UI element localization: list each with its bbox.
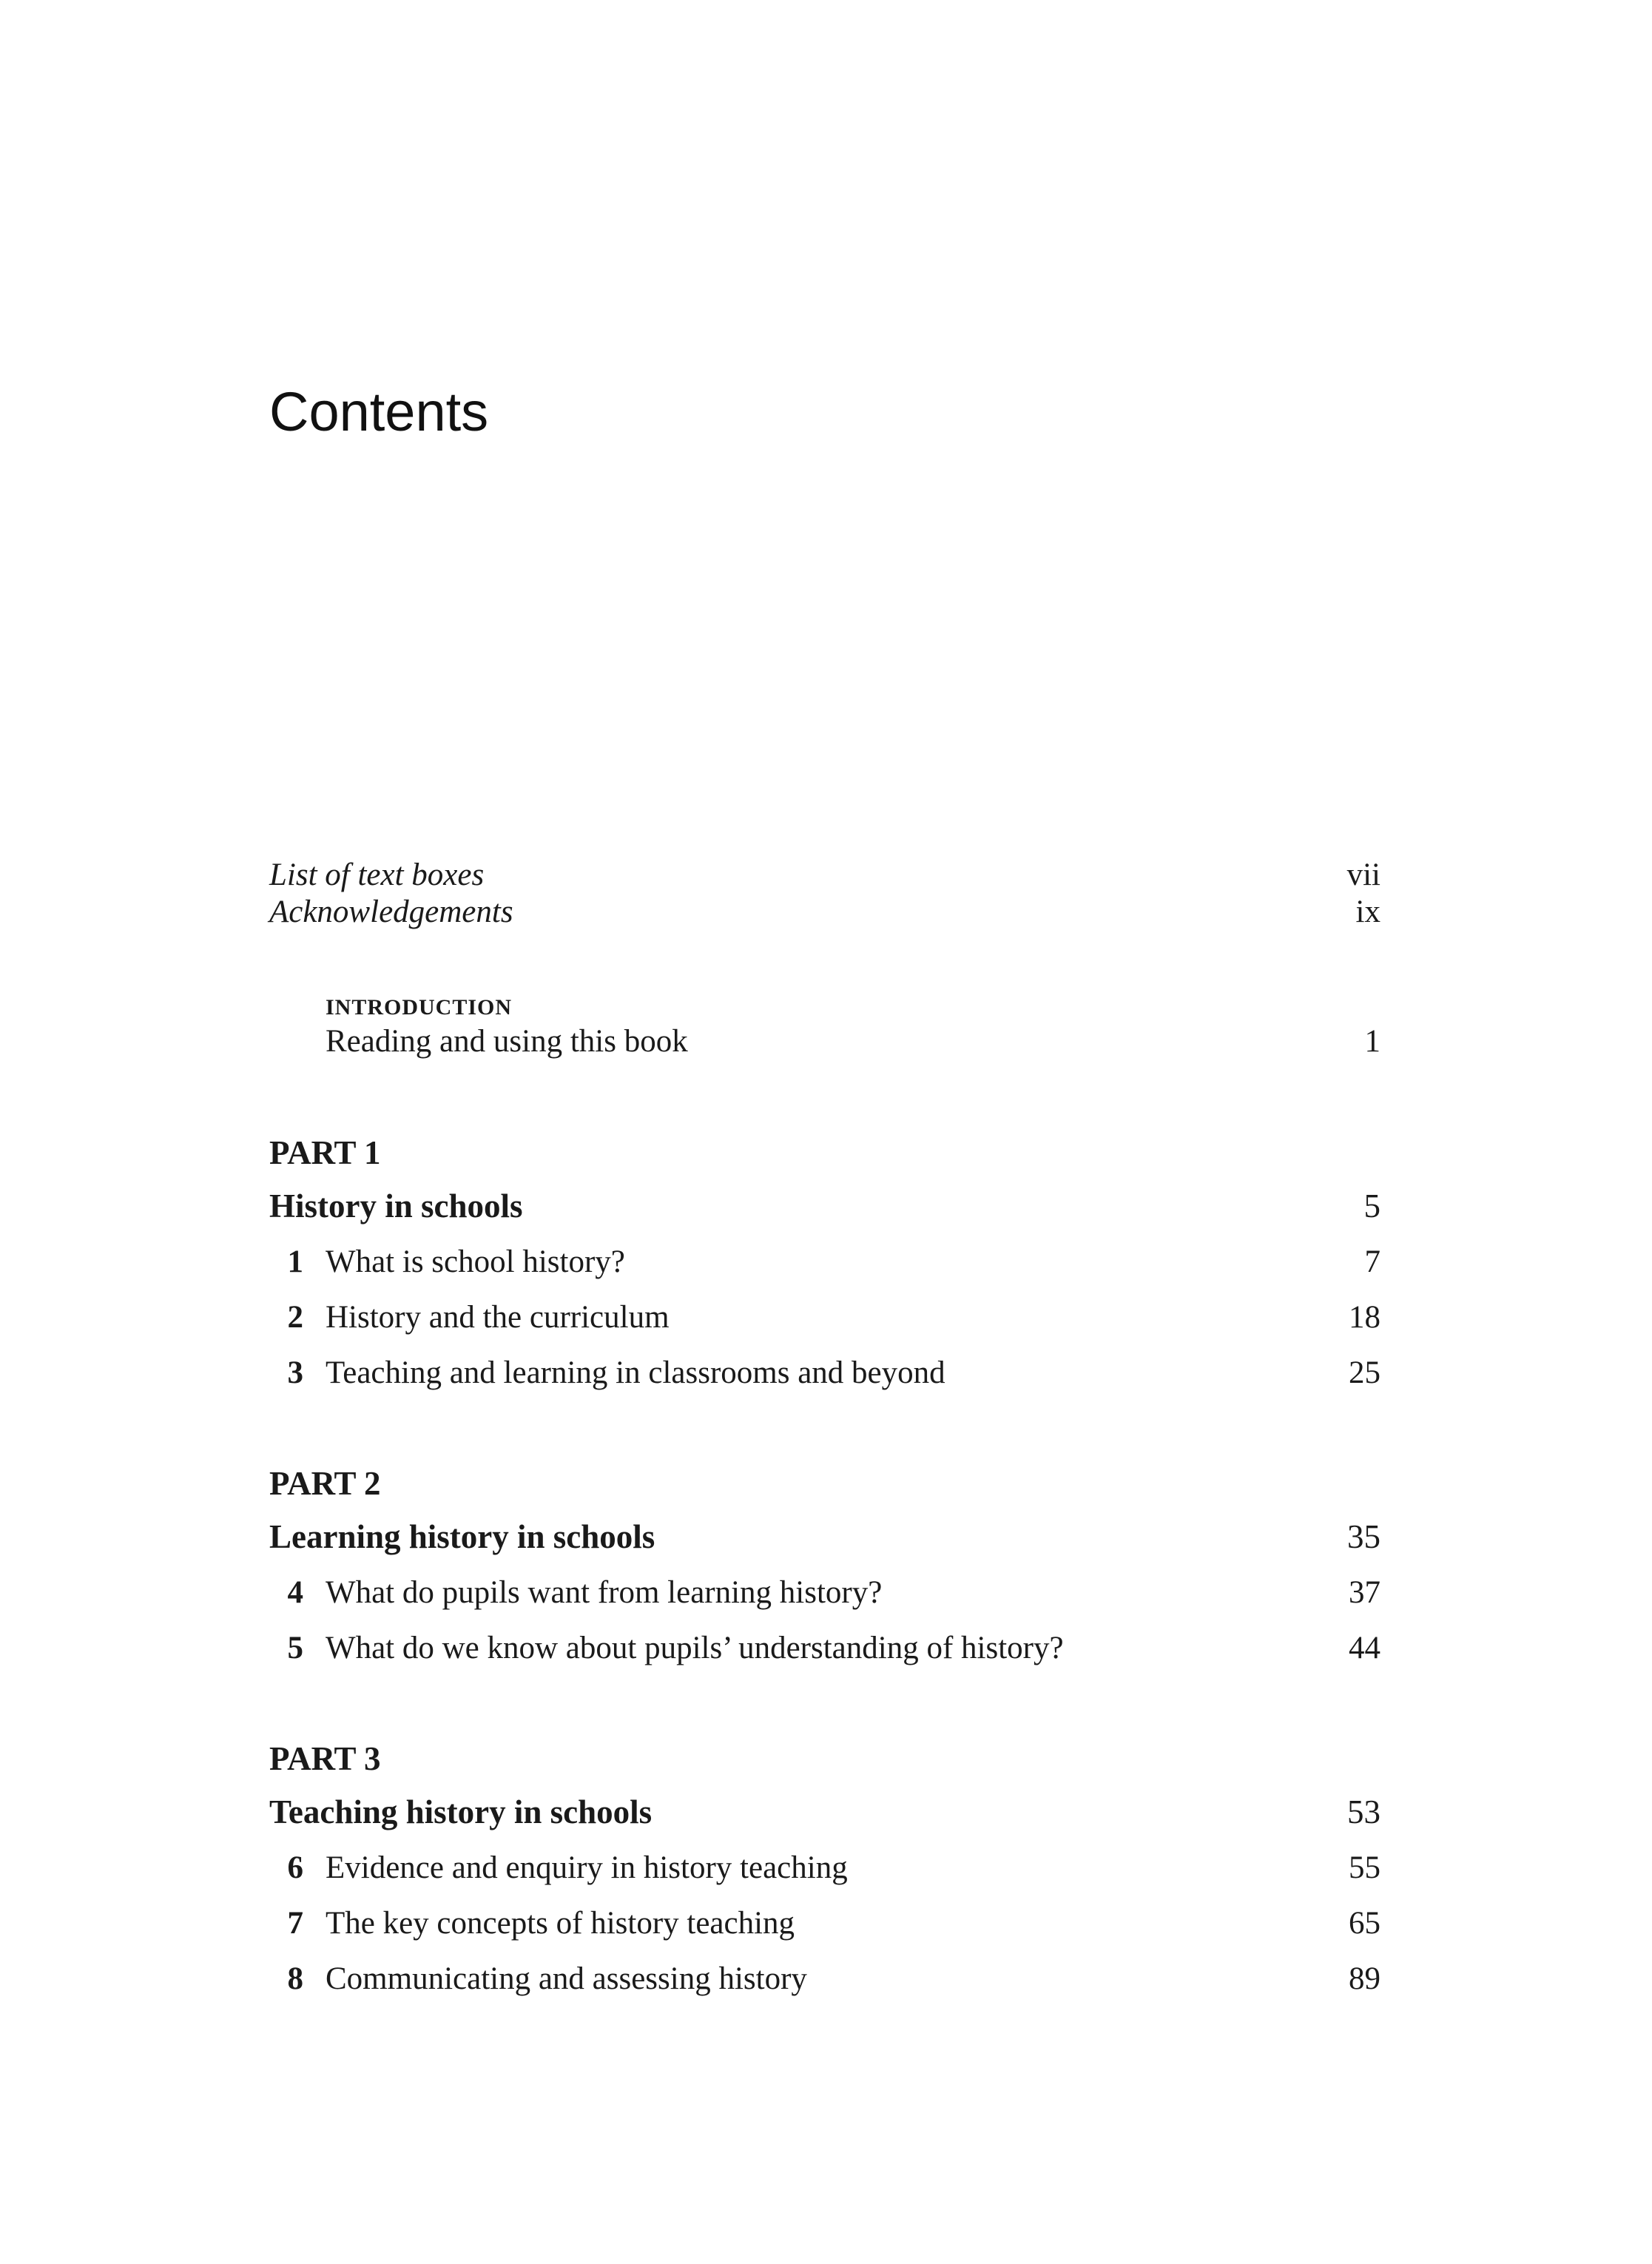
toc-chapter-entry[interactable] bbox=[269, 1296, 1380, 1340]
chapter-title: Communicating and assessing history bbox=[326, 1961, 807, 1996]
chapter-title: What is school history? bbox=[326, 1244, 625, 1279]
chapter-number: 3 bbox=[287, 1355, 303, 1390]
toc-page-number: ix bbox=[1355, 895, 1380, 929]
toc-page-number: 37 bbox=[1349, 1575, 1380, 1610]
toc-page-number: 1 bbox=[1364, 1024, 1380, 1059]
chapter-number: 2 bbox=[287, 1300, 303, 1335]
toc-page-number: 35 bbox=[1347, 1518, 1380, 1555]
toc-chapter-entry[interactable] bbox=[269, 1571, 1380, 1615]
toc-entry-label: Acknowledgements bbox=[269, 895, 513, 929]
chapter-number: 6 bbox=[287, 1850, 303, 1885]
toc-part-title[interactable] bbox=[269, 1515, 1380, 1559]
chapter-number: 5 bbox=[287, 1631, 303, 1665]
part-label: PART 1 bbox=[269, 1134, 381, 1171]
toc-page-number: 65 bbox=[1349, 1906, 1380, 1941]
toc-chapter-entry[interactable] bbox=[269, 1351, 1380, 1395]
introduction-heading: INTRODUCTION bbox=[326, 995, 513, 1020]
chapter-title: Evidence and enquiry in history teaching bbox=[326, 1850, 848, 1885]
toc-chapter-entry[interactable] bbox=[269, 1957, 1380, 2001]
toc-chapter-entry[interactable] bbox=[269, 1901, 1380, 1946]
part-label: PART 2 bbox=[269, 1465, 381, 1502]
chapter-title: What do pupils want from learning history? bbox=[326, 1575, 883, 1610]
part-title: Teaching history in schools bbox=[269, 1793, 653, 1830]
toc-entry-introduction[interactable] bbox=[269, 1020, 1380, 1064]
chapter-title: Teaching and learning in classrooms and beyond bbox=[326, 1355, 945, 1390]
toc-page-number: 25 bbox=[1349, 1355, 1380, 1390]
part-label: PART 3 bbox=[269, 1740, 381, 1777]
toc-entry-acknowledgements[interactable] bbox=[269, 890, 1380, 934]
toc-part-title[interactable] bbox=[269, 1790, 1380, 1834]
toc-page-number: vii bbox=[1346, 858, 1380, 892]
chapter-number: 7 bbox=[287, 1906, 303, 1941]
chapter-title: What do we know about pupils’ understanding of history? bbox=[326, 1631, 1064, 1665]
toc-entry-label: Reading and using this book bbox=[326, 1024, 688, 1059]
toc-page-number: 44 bbox=[1349, 1631, 1380, 1665]
toc-page-number: 53 bbox=[1347, 1793, 1380, 1830]
chapter-title: The key concepts of history teaching bbox=[326, 1906, 795, 1941]
toc-part-title[interactable] bbox=[269, 1184, 1380, 1228]
toc-page-number: 18 bbox=[1349, 1300, 1380, 1335]
page-title: Contents bbox=[269, 381, 489, 442]
chapter-number: 8 bbox=[287, 1961, 303, 1996]
toc-chapter-entry[interactable] bbox=[269, 1626, 1380, 1671]
part-title: Learning history in schools bbox=[269, 1518, 655, 1555]
toc-entry-label: List of text boxes bbox=[269, 858, 485, 892]
chapter-title: History and the curriculum bbox=[326, 1300, 670, 1335]
toc-page-number: 55 bbox=[1349, 1850, 1380, 1885]
toc-chapter-entry[interactable] bbox=[269, 1240, 1380, 1284]
toc-page-number: 7 bbox=[1364, 1244, 1380, 1279]
toc-page-number: 5 bbox=[1363, 1187, 1380, 1224]
toc-chapter-entry[interactable] bbox=[269, 1846, 1380, 1890]
chapter-number: 1 bbox=[287, 1244, 303, 1279]
chapter-number: 4 bbox=[287, 1575, 303, 1610]
toc-page-number: 89 bbox=[1349, 1961, 1380, 1996]
part-title: History in schools bbox=[269, 1187, 523, 1224]
